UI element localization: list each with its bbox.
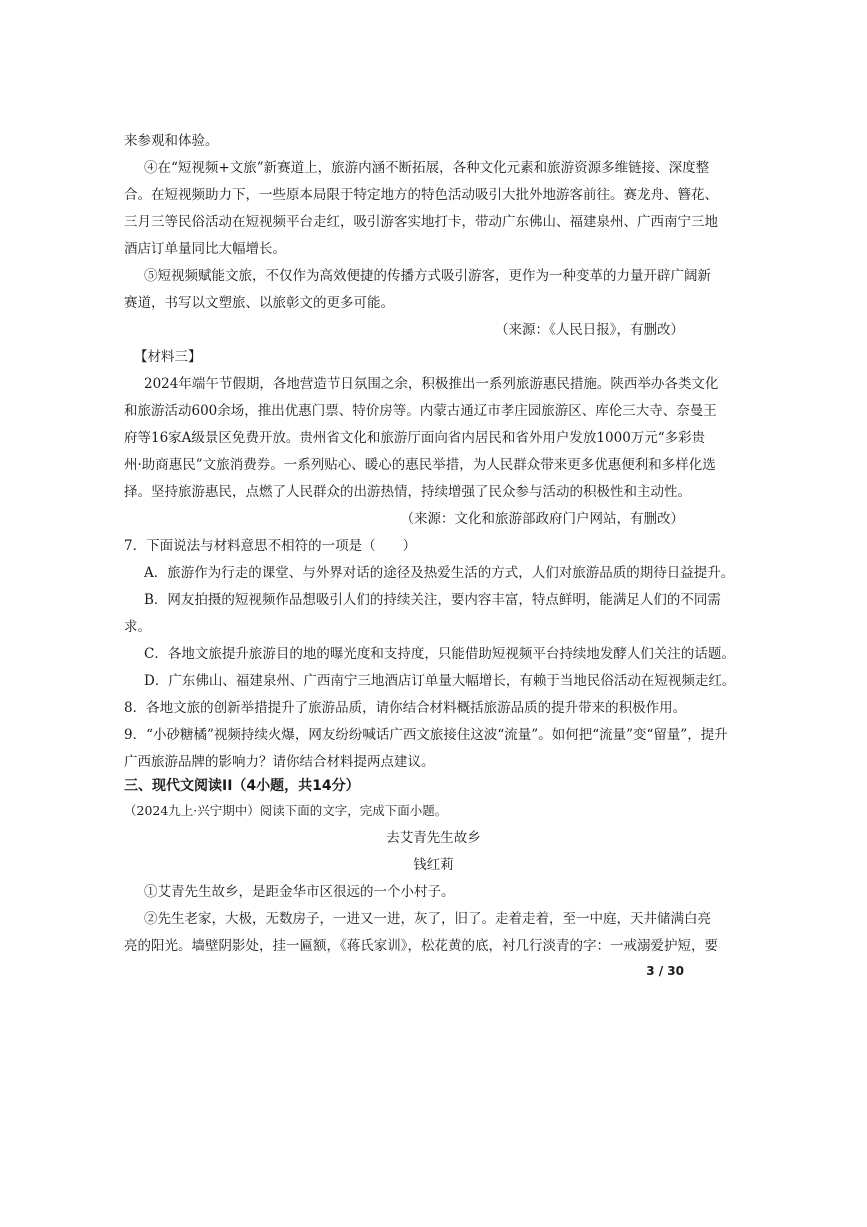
question-8: 8．各地文旅的创新举措提升了旅游品质，请你结合材料概括旅游品质的提升带来的积极作用。: [124, 700, 687, 716]
q7-option-d: D．广东佛山、福建泉州、广西南宁三地酒店订单量大幅增长，有赖于当地民俗活动在短视频走红。: [144, 673, 736, 689]
source-citation: （来源：《人民日报》，有删改）: [495, 322, 684, 338]
essay-paragraph-1: ①艾青先生故乡，是距金华市区很远的一个小村子。: [144, 884, 455, 900]
paragraph-5-line: ⑤短视频赋能文旅，不仅作为高效便捷的传播方式吸引游客，更作为一种变革的力量开辟广阔新: [144, 268, 711, 284]
material-3-line: 州·助商惠民”文旅消费券。一系列贴心、暖心的惠民举措，为人民群众带来更多优惠便利和多样化选: [124, 457, 716, 473]
paragraph-4-line: 三月三等民俗活动在短视频平台走红，吸引游客实地打卡，带动广东佛山、福建泉州、广西南宁三地: [124, 214, 718, 230]
paragraph-4-line: 酒店订单量同比大幅增长。: [124, 241, 286, 257]
paragraph-line: 来参观和体验。: [124, 133, 219, 149]
essay-author: 钱红莉: [413, 857, 454, 873]
page-number: 3 / 30: [646, 964, 684, 978]
q7-option-b-cont: 求。: [124, 619, 151, 635]
material-3-line: 2024年端午节假期，各地营造节日氛围之余，积极推出一系列旅游惠民措施。陕西举办各类文化: [144, 376, 719, 392]
material-3-heading: 【材料三】: [134, 349, 202, 365]
q7-option-c: C．各地文旅提升旅游目的地的曝光度和支持度，只能借助短视频平台持续地发酵人们关注的话题。: [144, 646, 735, 662]
q7-option-a: A．旅游作为行走的课堂、与外界对话的途径及热爱生活的方式，人们对旅游品质的期待日益提升。: [144, 565, 735, 581]
paragraph-4-line: 合。在短视频助力下，一些原本局限于特定地方的特色活动吸引大批外地游客前往。赛龙舟、簪花、: [124, 187, 718, 203]
essay-paragraph-2: 亮的阳光。墙壁阴影处，挂一匾额，《蒋氏家训》，松花黄的底，衬几行淡青的字：一戒溺爱护短，要: [124, 938, 718, 954]
source-citation: （来源：文化和旅游部政府门户网站，有删改）: [400, 511, 684, 527]
paragraph-5-line: 赛道，书写以文塑旅、以旅彰文的更多可能。: [124, 295, 394, 311]
material-3-line: 府等16家A级景区免费开放。贵州省文化和旅游厅面向省内居民和省外用户发放1000万元“多彩贵: [124, 430, 706, 446]
paragraph-4-line: ④在“短视频+文旅”新赛道上，旅游内涵不断拓展，各种文化元素和旅游资源多维链接、深度整: [144, 160, 710, 176]
essay-paragraph-2: ②先生老家，大极，无数房子，一进又一进，灰了，旧了。走着走着，至一中庭，天井储满白亮: [144, 911, 711, 927]
material-3-line: 和旅游活动600余场，推出优惠门票、特价房等。内蒙古通辽市孝庄园旅游区、库伦三大寺、奈曼王: [124, 403, 717, 419]
question-9: 9．“小砂糖橘”视频持续火爆，网友纷纷喊话广西文旅接住这波“流量”。如何把“流量”变“留量”，提升: [124, 727, 728, 743]
exam-source: （2024九上·兴宁期中）阅读下面的文字，完成下面小题。: [124, 803, 448, 818]
material-3-line: 择。坚持旅游惠民，点燃了人民群众的出游热情，持续增强了民众参与活动的积极性和主动性。: [124, 484, 691, 500]
q7-option-b: B．网友拍摄的短视频作品想吸引人们的持续关注，要内容丰富，特点鲜明，能满足人们的不同需: [144, 592, 721, 608]
essay-title: 去艾青先生故乡: [386, 830, 481, 846]
question-9-cont: 广西旅游品牌的影响力？请你结合材料提两点建议。: [124, 754, 435, 770]
question-7: 7．下面说法与材料意思不相符的一项是（ ）: [124, 538, 417, 554]
section-heading: 三、现代文阅读II（4小题，共14分）: [124, 778, 360, 794]
